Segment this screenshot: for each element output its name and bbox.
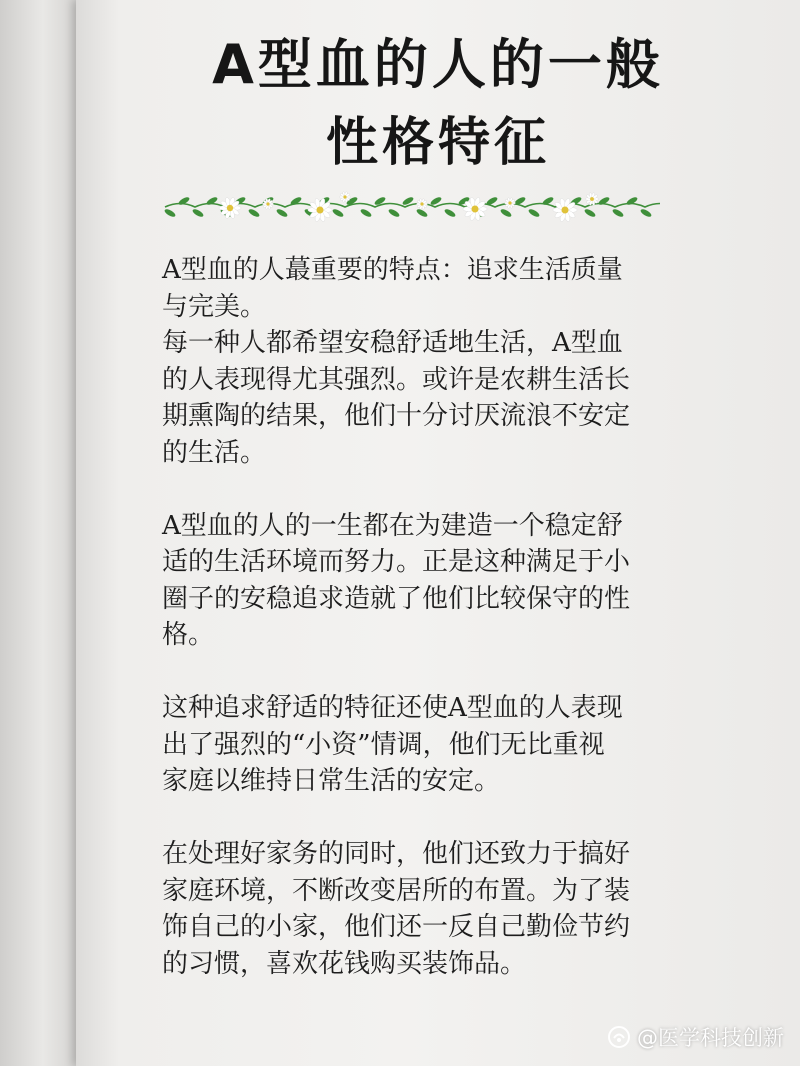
- text-line: 与完美。: [162, 291, 267, 322]
- text-line: 每一种人都希望安稳舒适地生活，A型血: [162, 328, 623, 358]
- text-line: 在处理好家务的同时，他们还致力于搞好: [162, 839, 631, 869]
- text-line: 适的生活环境而努力。正是这种满足于小: [162, 547, 631, 577]
- text-line: 圈子的安稳追求造就了他们比较保守的性: [162, 583, 631, 614]
- left-page-edge: [0, 0, 78, 1066]
- text-line: 期熏陶的结果，他们十分讨厌流浪不安定: [162, 401, 631, 431]
- article-body: [162, 252, 742, 1019]
- text-line: 家庭环境，不断改变居所的布置。为了装: [162, 875, 631, 906]
- watermark-text: @医学科技创新: [637, 1026, 784, 1050]
- text-line: 家庭以维持日常生活的安定。: [162, 766, 501, 796]
- page-title-line-2: 性格特征: [325, 113, 550, 173]
- text-line: 的生活。: [162, 437, 267, 468]
- text-line: 的习惯，喜欢花钱购买装饰品。: [162, 948, 527, 979]
- watermark: [607, 1022, 784, 1052]
- text-line: 这种追求舒适的特征还使A型血的人表现: [162, 693, 623, 723]
- flower-garland-icon: [160, 182, 660, 232]
- text-line: A型血的人的一生都在为建造一个稳定舒: [162, 510, 623, 541]
- watermark-logo-icon: [607, 1025, 631, 1049]
- text-line: 出了强烈的“小资”情调，他们无比重视: [162, 729, 605, 760]
- text-line: A型血的人蕞重要的特点：追求生活质量: [162, 255, 623, 285]
- paragraph: [162, 690, 742, 800]
- text-line: 的人表现得尤其强烈。或许是农耕生活长: [162, 364, 631, 395]
- text-line: 饰自己的小家，他们还一反自己勤俭节约: [162, 912, 631, 942]
- paragraph: [162, 252, 742, 471]
- page-title-line-1: A型血的人的一般: [212, 33, 664, 96]
- paragraph: [162, 508, 742, 654]
- text-line: 格。: [162, 620, 215, 650]
- book-page: [76, 0, 800, 1066]
- paragraph: [162, 836, 742, 982]
